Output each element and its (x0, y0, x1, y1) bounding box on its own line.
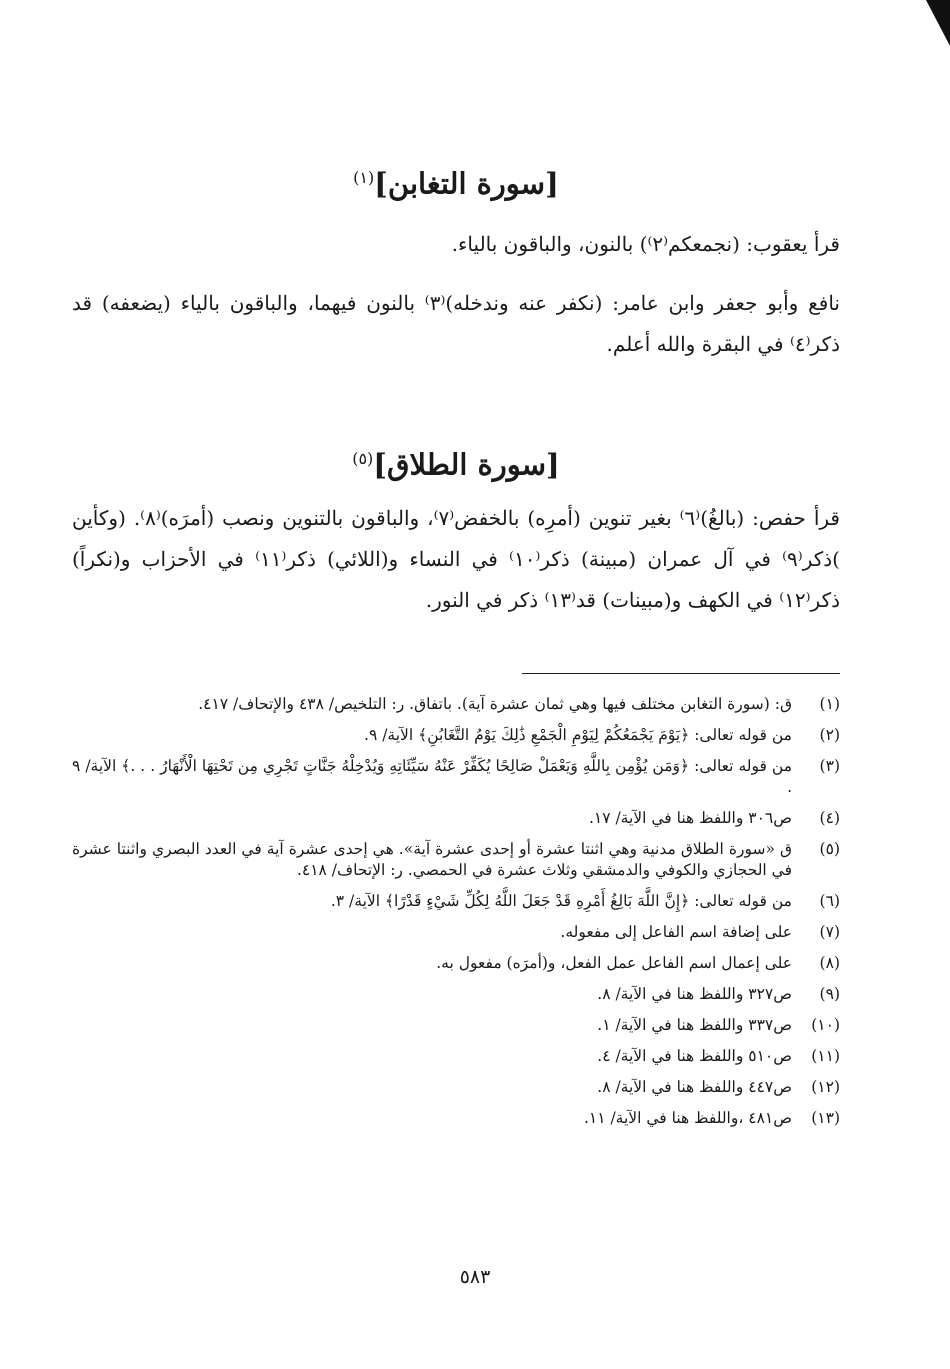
footnote-text: ق «سورة الطلاق مدنية وهي اثنتا عشرة أو إحدى عشرة آية». هي إحدى عشرة آية في العدد البصري واثنتا عشرة في الحجازي والكوفي والدمشقي وثلاث عشرة في الحمصي. ر: الإتحاف/ ٤١٨. (72, 840, 792, 880)
footnote (72, 694, 840, 715)
footnote-text: من قوله تعالى: ﴿إِنَّ اللَّهَ بَالِغُ أَمْرِهِ قَدْ جَعَلَ اللَّهُ لِكُلِّ شَيْءٍ قَدْرًا﴾ الآية/ ٣. (330, 892, 792, 911)
footnote (72, 953, 840, 974)
footnote (72, 1015, 840, 1036)
footnote (72, 725, 840, 746)
footnote (72, 1108, 840, 1129)
footnote-text: ص٤٤٧ واللفظ هنا في الآية/ ٨. (597, 1078, 792, 1097)
footnote (72, 808, 840, 829)
page-corner-mark (926, 0, 950, 46)
footnote (72, 756, 840, 798)
footnote-number: (٦) (819, 892, 840, 911)
footnote (72, 1077, 840, 1098)
footnote-number: (١٣) (811, 1109, 840, 1128)
talaq-paragraph-1: قرأ حفص: (بالغُ)⁽٦⁾ بغير تنوين (أمرِه) بالخفض⁽٧⁾، والباقون بالتنوين ونصب (أمرَه)⁽٨⁾. (وكأين )ذكر⁽٩⁾ في آل عمران (مبينة) ذكر⁽١٠⁾ في النساء و(اللائي) ذكر⁽١١⁾ في الأحزاب و(نكراً) ذكر⁽١٢⁾ في الكهف و(مبينات) قد⁽١٣⁾ ذكر في النور. (72, 506, 840, 613)
footnote-text: على إعمال اسم الفاعل عمل الفعل، و(أمرَه) مفعول به. (436, 954, 792, 973)
taghabun-paragraph-1: قرأ يعقوب: (نجمعكم⁽٢⁾) بالنون، والباقون بالياء. (451, 231, 840, 256)
page-number: ٥٨٣ (459, 1266, 491, 1288)
footnote-number: (٤) (819, 809, 840, 828)
footnote-number: (١٢) (811, 1078, 840, 1097)
heading-note-ref: (٥) (352, 448, 374, 468)
heading-note-ref: (١) (353, 168, 375, 187)
footnote-number: (٩) (819, 985, 840, 1004)
footnote-text: ص٣٢٧ واللفظ هنا في الآية/ ٨. (597, 985, 792, 1004)
footnote (72, 1046, 840, 1067)
footnote-number: (١٠) (811, 1016, 840, 1035)
footnote (72, 839, 840, 881)
footnote-number: (١١) (811, 1047, 840, 1066)
footnote-number: (٨) (819, 954, 840, 973)
footnote-number: (٥) (819, 840, 840, 859)
footnote (72, 984, 840, 1005)
footnote-number: (٣) (819, 757, 840, 776)
footnote-text: من قوله تعالى: ﴿يَوْمَ يَجْمَعُكُمْ لِيَوْمِ الْجَمْعِ ذَٰلِكَ يَوْمُ التَّغَابُنِ﴾ الآية/ ٩. (364, 726, 792, 745)
footnote-text: من قوله تعالى: ﴿وَمَن يُؤْمِن بِاللَّهِ وَيَعْمَلْ صَالِحًا يُكَفِّرْ عَنْهُ سَيِّئَاتِهِ وَيُدْخِلْهُ جَنَّاتٍ تَجْرِي مِن تَحْتِهَا الْأَنْهَارُ . . .﴾ الآية/ ٩ . (72, 757, 792, 797)
footnote-text: ص٤٨١ ،واللفظ هنا في الآية/ ١١. (583, 1109, 792, 1128)
footnotes-list (72, 694, 840, 1129)
taghabun-paragraph-2: نافع وأبو جعفر وابن عامر: (نكفر عنه وندخله)⁽٣⁾ بالنون فيهما، والباقون بالياء (يضعفه) قد ذكر⁽٤⁾ في البقرة والله أعلم. (72, 290, 840, 356)
footnote-text: ص٣٠٦ واللفظ هنا في الآية/ ١٧. (588, 809, 792, 828)
footnote (72, 922, 840, 943)
footnote (72, 891, 840, 912)
footnote-text: ق: (سورة التغابن مختلف فيها وهي ثمان عشرة آية). باتفاق. ر: التلخيص/ ٤٣٨ والإتحاف/ ٤١٧. (198, 695, 792, 714)
footnote-text: على إضافة اسم الفاعل إلى مفعوله. (560, 923, 792, 942)
footnote-text: ص٥١٠ واللفظ هنا في الآية/ ٤. (597, 1047, 792, 1066)
footnote-number: (٢) (819, 726, 840, 745)
footnote-separator (522, 673, 840, 674)
footnote-text: ص٣٣٧ واللفظ هنا في الآية/ ١. (597, 1016, 792, 1035)
footnote-number: (١) (819, 695, 840, 714)
section-heading-talaq: [سورة الطلاق]$^{(٥)}$ (352, 447, 560, 482)
section-heading-taghabun: [سورة التغابن]$^{(١)}$ (353, 166, 559, 201)
footnote-number: (٧) (819, 923, 840, 942)
document-page (72, 150, 840, 1139)
